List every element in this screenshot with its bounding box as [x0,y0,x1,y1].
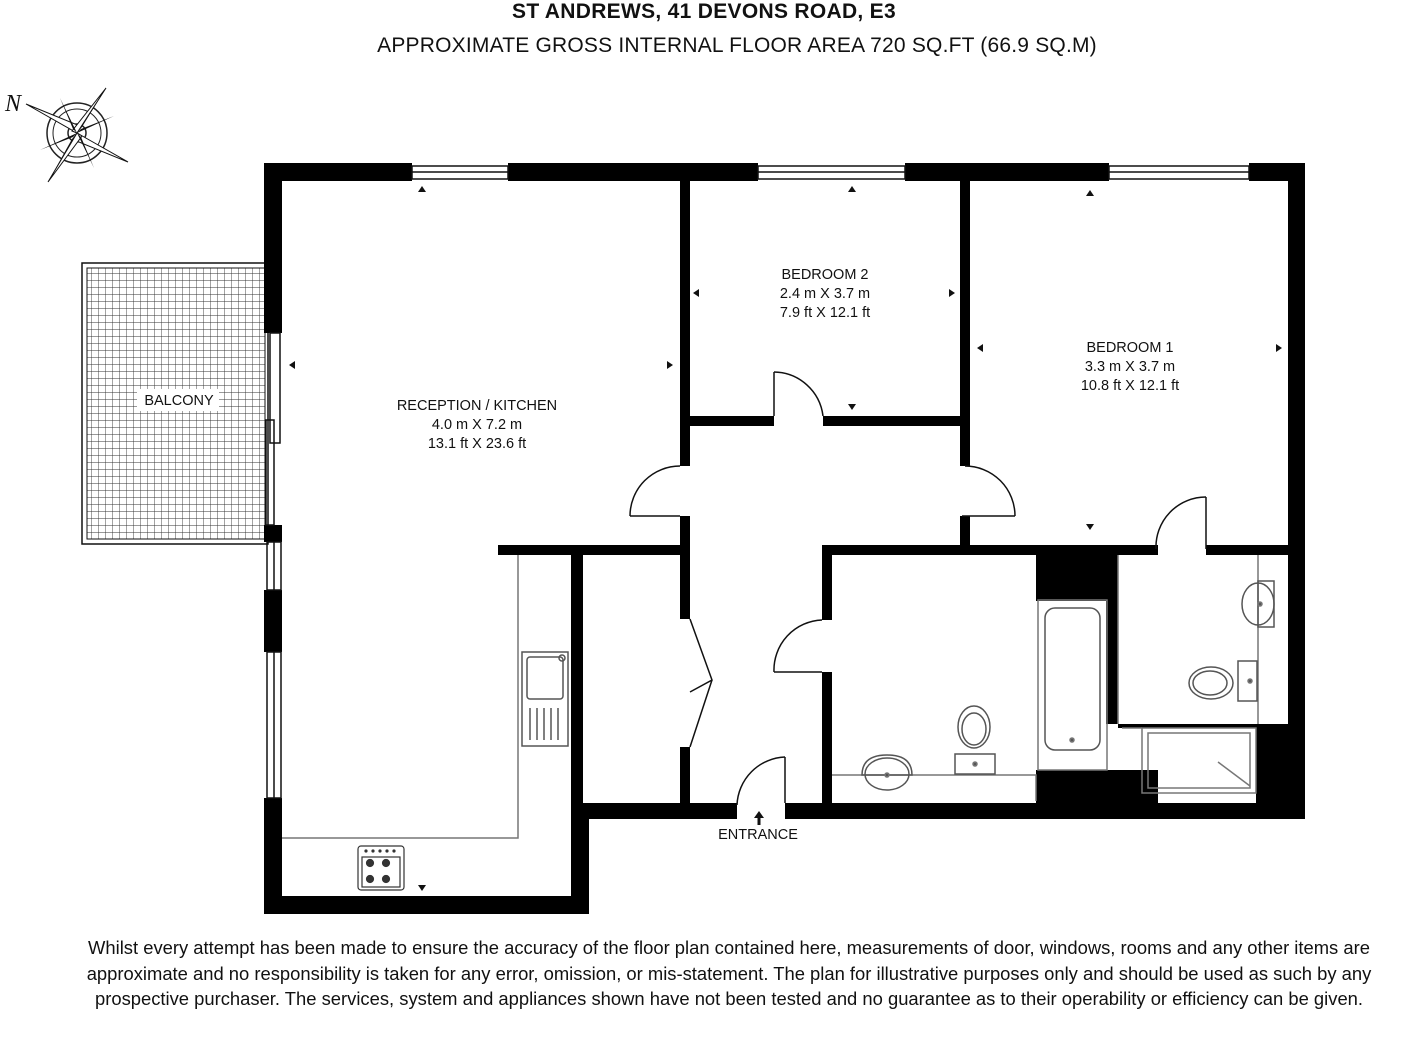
entrance-label: ENTRANCE [718,827,798,843]
bedroom2-name: BEDROOM 2 [781,267,869,283]
compass-rose-icon [4,88,128,182]
entrance-arrow-icon [754,811,764,825]
windows [266,166,1249,798]
disclaimer-text: Whilst every attempt has been made to ensure the accuracy of the floor plan contained here, measurements of door, windows, rooms and any other items are approximate and no responsibility is taken for any error, omission, or mis-statement. The plan for illustrative purposes only and should be used as such by any prospective purchaser. The services, system and appliances shown have not been tested and no guarantee as to their operability or efficiency can be given. [86,937,1372,1009]
hob-icon [358,846,404,890]
balcony-label: BALCONY [144,393,214,409]
bedroom2-imperial: 7.9 ft X 12.1 ft [779,305,871,321]
reception-imperial: 13.1 ft X 23.6 ft [427,436,527,452]
balcony [82,263,268,544]
bedroom2-metric: 2.4 m X 3.7 m [779,286,871,302]
reception-name: RECEPTION / KITCHEN [396,398,558,414]
kitchen-fixtures [282,555,568,838]
room-bedroom-2 [780,267,870,321]
plan-subtitle: APPROXIMATE GROSS INTERNAL FLOOR AREA 720 SQ.FT (66.9 SQ.M) [377,34,1097,57]
bedroom1-name: BEDROOM 1 [1086,340,1174,356]
compass-north-label: N [5,91,22,117]
bedroom1-imperial: 10.8 ft X 12.1 ft [1080,378,1180,394]
doors [630,372,1206,805]
reception-metric: 4.0 m X 7.2 m [431,417,523,433]
plan-title: ST ANDREWS, 41 DEVONS ROAD, E3 [512,0,896,23]
room-bedroom-1 [1081,340,1179,394]
room-reception-kitchen [397,398,557,452]
bedroom1-metric: 3.3 m X 3.7 m [1084,359,1176,375]
